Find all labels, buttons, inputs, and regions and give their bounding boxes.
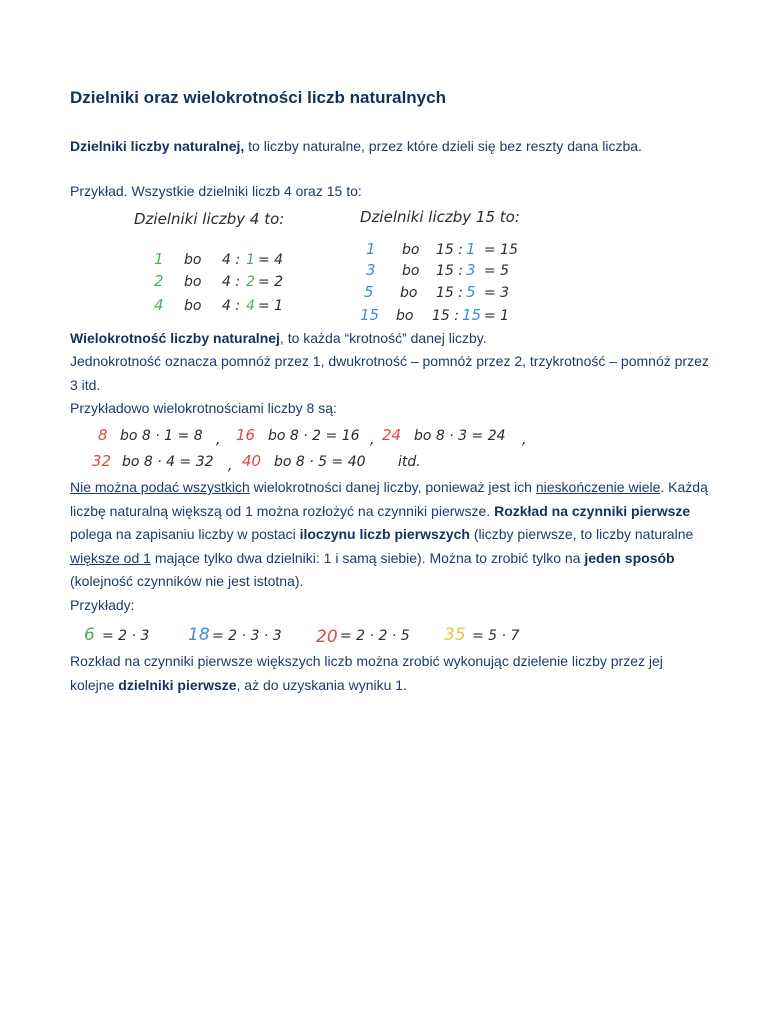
hw-multiple-equation: bo 8 · 2 = 16 <box>268 428 360 444</box>
svg-text:1: 1 <box>466 240 476 258</box>
svg-text:= 2 · 2 · 5: = 2 · 2 · 5 <box>340 628 410 644</box>
svg-text:4 :: 4 : <box>222 252 241 268</box>
hw-multiple-number: 8 <box>98 426 108 444</box>
multiples-definition-text: , to każda “krotność” danej liczby. <box>279 330 487 346</box>
svg-text:15: 15 <box>462 306 482 324</box>
hw-right-row <box>360 306 509 324</box>
multiples-definition <box>70 327 710 351</box>
svg-text:1: 1 <box>366 240 376 258</box>
hw-left-row <box>154 272 283 290</box>
hw-right-row <box>364 283 509 301</box>
hw-right-row <box>366 240 518 258</box>
svg-text:2: 2 <box>246 274 255 290</box>
hw-etc: itd. <box>398 454 421 470</box>
svg-text:35: 35 <box>444 625 466 645</box>
hw-multiple-equation: bo 8 · 3 = 24 <box>414 428 506 444</box>
svg-text:= 15: = 15 <box>484 242 518 258</box>
svg-text:bo: bo <box>184 298 202 314</box>
hw-multiple-equation: bo 8 · 4 = 32 <box>122 454 214 470</box>
hw-right-row <box>366 261 509 279</box>
svg-text:6: 6 <box>84 625 95 645</box>
divisors-definition-text: to liczby naturalne, przez które dzieli się bez reszty dana liczba. <box>244 138 642 154</box>
svg-text:,: , <box>216 432 221 448</box>
svg-text:15 :: 15 : <box>432 308 459 324</box>
hw-multiple-number: 40 <box>242 452 262 470</box>
svg-text:= 2: = 2 <box>258 274 284 290</box>
example-intro: Przykład. Wszystkie dzielniki liczb 4 oraz 15 to: <box>70 183 362 199</box>
hw-factorization <box>188 625 282 645</box>
hw-left-row <box>154 250 283 268</box>
svg-text:15 :: 15 : <box>436 263 463 279</box>
svg-text:5: 5 <box>466 283 476 301</box>
svg-text:3: 3 <box>466 261 476 279</box>
svg-text:bo: bo <box>396 308 414 324</box>
hw-multiple-equation: bo 8 · 5 = 40 <box>274 454 366 470</box>
multiples-explanation: Jednokrotność oznacza pomnóż przez 1, dwukrotność – pomnóż przez 2, trzykrotność – pomnóż przez 3 itd. <box>70 353 709 393</box>
factorization-paragraph: Nie można podać wszystkich wielokrotności danej liczby, ponieważ jest ich nieskończenie wiele. Każdą liczbę naturalną większą od 1 można rozłożyć na czynniki pierwsze. Rozkład na czynniki pierwsze polega na zapisaniu liczby w postaci iloczynu liczb pierwszych (liczby pierwsze, to liczby naturalne większe od 1 mające tylko dwa dzielniki: 1 i samą siebie). Można to zrobić tylko na jeden sposób (kolejność czynników nie jest istotna). <box>70 479 708 589</box>
hw-multiple-number: 24 <box>382 426 402 444</box>
svg-text:15 :: 15 : <box>436 242 463 258</box>
svg-text:= 3: = 3 <box>484 285 510 301</box>
svg-text:= 2 · 3 · 3: = 2 · 3 · 3 <box>212 628 282 644</box>
examples-label: Przykłady: <box>70 597 135 613</box>
handwritten-factorizations <box>70 620 710 650</box>
svg-text:,: , <box>228 458 233 474</box>
svg-text:15 :: 15 : <box>436 285 463 301</box>
svg-text:= 5: = 5 <box>484 263 510 279</box>
page-title: Dzielniki oraz wielokrotności liczb naturalnych <box>70 88 446 107</box>
hw-factorization <box>444 625 519 645</box>
svg-text:1: 1 <box>154 250 164 268</box>
svg-text:20: 20 <box>316 627 338 647</box>
handwritten-divisors <box>70 204 710 326</box>
hw-multiple-number: 16 <box>236 426 256 444</box>
hw-factorization <box>316 627 410 647</box>
svg-text:= 1: = 1 <box>484 308 510 324</box>
svg-text:4: 4 <box>154 296 164 314</box>
hw-left-row <box>154 296 283 314</box>
svg-text:,: , <box>370 432 375 448</box>
svg-text:= 5 · 7: = 5 · 7 <box>472 628 520 644</box>
multiples-intro: Przykładowo wielokrotnościami liczby 8 są: <box>70 400 337 416</box>
svg-text:bo: bo <box>184 252 202 268</box>
svg-text:= 2 · 3: = 2 · 3 <box>102 628 150 644</box>
divisors-term: Dzielniki liczby naturalnej, <box>70 138 245 154</box>
hw-multiple-number: 32 <box>92 452 112 470</box>
svg-text:bo: bo <box>402 263 420 279</box>
handwritten-multiples <box>70 420 710 474</box>
svg-text:bo: bo <box>402 242 420 258</box>
hw-left-header: Dzielniki liczby 4 to: <box>134 210 285 228</box>
svg-text:,: , <box>522 432 527 448</box>
svg-text:2: 2 <box>154 272 164 290</box>
svg-text:5: 5 <box>364 283 374 301</box>
hw-factorization <box>84 625 149 645</box>
hw-right-header: Dzielniki liczby 15 to: <box>360 208 520 226</box>
svg-text:bo: bo <box>184 274 202 290</box>
svg-text:4: 4 <box>246 298 255 314</box>
svg-text:18: 18 <box>188 625 210 645</box>
svg-text:= 4: = 4 <box>258 252 284 268</box>
svg-text:4 :: 4 : <box>222 298 241 314</box>
divisors-definition <box>70 135 710 159</box>
svg-text:bo: bo <box>400 285 418 301</box>
svg-text:1: 1 <box>246 252 255 268</box>
svg-text:15: 15 <box>360 306 380 324</box>
svg-text:3: 3 <box>366 261 376 279</box>
svg-text:= 1: = 1 <box>258 298 284 314</box>
hw-multiple-equation: bo 8 · 1 = 8 <box>120 428 203 444</box>
svg-text:4 :: 4 : <box>222 274 241 290</box>
multiples-term: Wielokrotność liczby naturalnej <box>70 330 280 346</box>
final-paragraph: Rozkład na czynniki pierwsze większych liczb można zrobić wykonując dzielenie liczby przez jej kolejne dzielniki pierwsze, aż do uzyskania wyniku 1. <box>70 653 663 693</box>
